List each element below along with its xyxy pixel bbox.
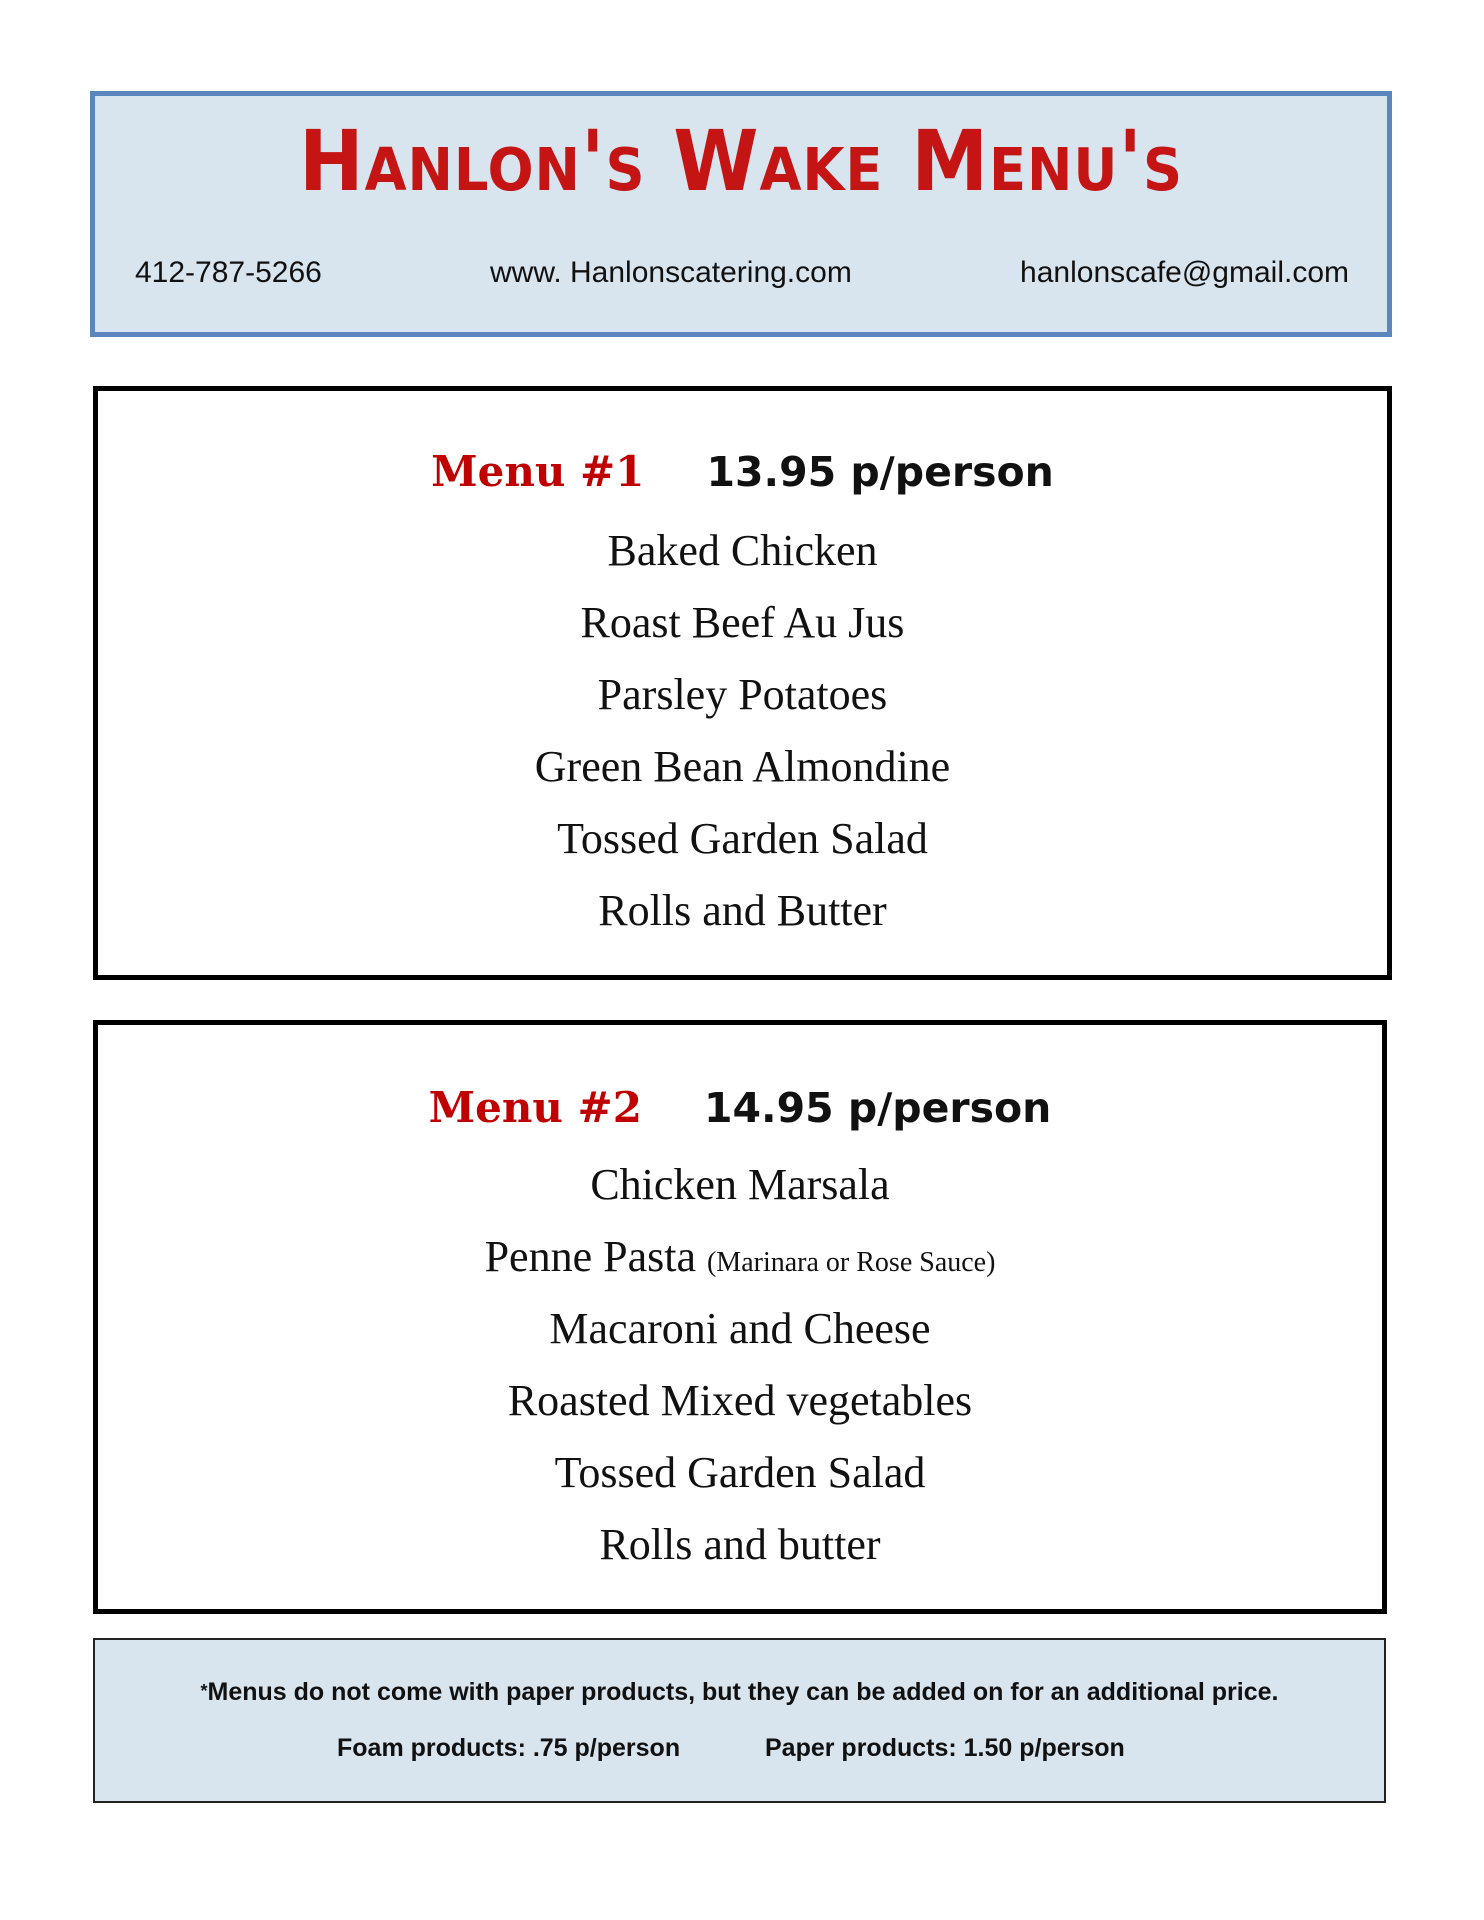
menu-item: Parsley Potatoes — [597, 670, 888, 719]
menu-item-note: (Marinara or Rose Sauce) — [706, 1247, 996, 1278]
menu-2-heading — [98, 1083, 1382, 1132]
menu-2-name: Menu #2 — [428, 1083, 642, 1132]
paper-products-price: Paper products: 1.50 p/person — [765, 1734, 1125, 1762]
header-box — [90, 91, 1392, 337]
menu-2-items — [98, 1149, 1382, 1581]
menu-1-price: 13.95 p/person — [706, 448, 1054, 496]
menu-item: Rolls and butter — [599, 1520, 881, 1569]
asterisk: * — [200, 1681, 208, 1701]
menu-item-with-note — [98, 1221, 1382, 1293]
menu-1-box — [93, 386, 1392, 980]
footer-box — [93, 1638, 1386, 1803]
menu-item: Rolls and Butter — [598, 886, 887, 935]
menu-item: Roasted Mixed vegetables — [507, 1376, 973, 1425]
menu-item: Baked Chicken — [607, 526, 878, 575]
menu-1-name: Menu #1 — [431, 447, 645, 496]
menu-item: Tossed Garden Salad — [557, 814, 928, 863]
website-link[interactable]: www. Hanlonscatering.com — [490, 256, 852, 289]
menu-item: Macaroni and Cheese — [549, 1304, 931, 1353]
page-title: Hanlon's Wake Menu's — [299, 112, 1183, 210]
phone-number: 412-787-5266 — [135, 256, 322, 289]
menu-item: Tossed Garden Salad — [554, 1448, 926, 1497]
menu-2-box — [93, 1020, 1387, 1614]
menu-item: Chicken Marsala — [590, 1160, 890, 1209]
paper-products-note — [95, 1678, 1384, 1707]
menu-item: Green Bean Almondine — [534, 742, 951, 791]
menu-1-items — [98, 515, 1387, 947]
menu-1-heading — [98, 447, 1387, 496]
email-link[interactable]: hanlonscafe@gmail.com — [1020, 256, 1349, 289]
foam-products-price: Foam products: .75 p/person — [337, 1734, 681, 1762]
menu-2-price: 14.95 p/person — [703, 1084, 1052, 1132]
menu-item-label: Penne Pasta — [484, 1232, 696, 1281]
note-text: Menus do not come with paper products, but they can be added on for an additional price. — [207, 1678, 1279, 1706]
menu-item: Roast Beef Au Jus — [580, 598, 905, 647]
